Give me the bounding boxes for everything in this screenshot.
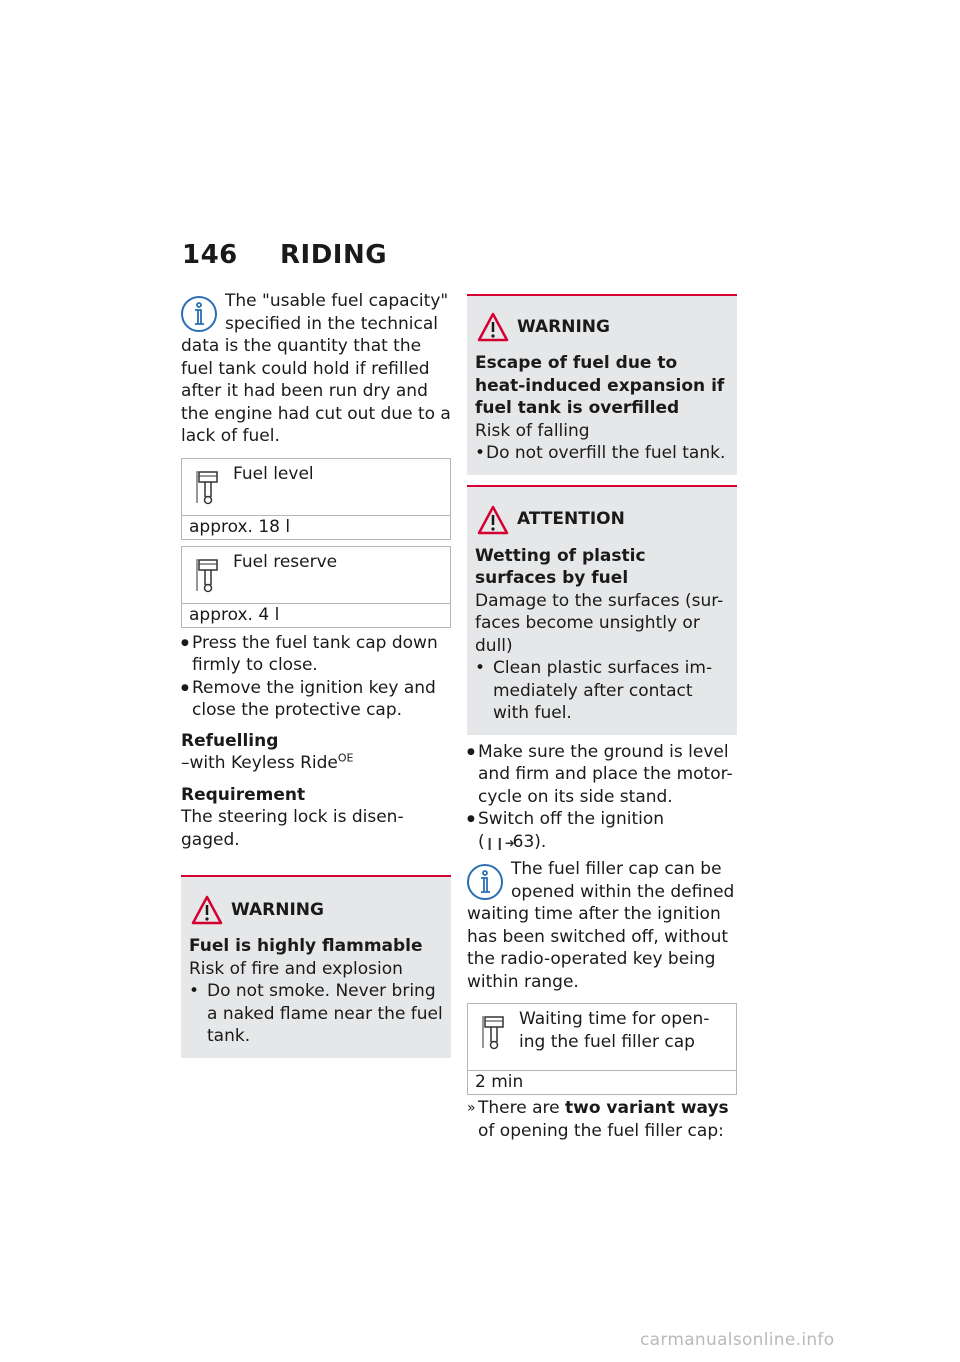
warning-list	[189, 980, 443, 1048]
arrow-right-icon: ❙❙➜	[484, 835, 515, 850]
left-column	[181, 290, 451, 1058]
warning-triangle-icon	[477, 505, 509, 535]
spec-label: Fuel reserve	[233, 551, 338, 572]
info-note	[467, 858, 737, 993]
warning-heading: Fuel is highly flammable	[189, 936, 423, 956]
warning-text: Risk of falling	[475, 420, 590, 441]
list-item: » There are two variant ways of opening the fuel filler cap:	[467, 1097, 737, 1142]
spec-waiting-time	[467, 1003, 737, 1095]
spec-fuel-reserve	[181, 546, 451, 628]
page-reference: (❙❙➜63).	[478, 831, 737, 855]
section-heading-refuelling: Refuelling	[181, 730, 279, 751]
spec-label: Waiting time for open- ing the fuel filler cap	[519, 1009, 710, 1052]
page-header	[182, 240, 387, 270]
piston-icon	[196, 469, 220, 505]
list-item: ● Switch off the ignition (❙❙➜63).	[467, 808, 737, 854]
spec-value: 2 min	[468, 1070, 736, 1094]
spec-value: approx. 4 l	[182, 603, 450, 627]
info-note	[181, 290, 451, 448]
list-item: • Clean plastic surfaces im- mediately after contact with fuel.	[475, 657, 729, 725]
list-item: • Do not smoke. Never bring a naked flame near the fuel tank.	[189, 980, 443, 1048]
piston-icon	[196, 557, 220, 593]
step-list	[467, 741, 737, 855]
right-column	[467, 294, 737, 1142]
warning-list	[475, 442, 729, 465]
spec-value: approx. 18 l	[182, 515, 450, 539]
info-text: The fuel filler cap can be opened within the defined waiting time after the ignition has been switched off, without the radio-operated key being within range.	[467, 859, 735, 992]
requirement-heading: Requirement	[181, 784, 306, 805]
warning-box	[181, 875, 451, 1058]
attention-title: ATTENTION	[517, 509, 625, 530]
attention-heading: Wetting of plastic surfaces by fuel	[475, 545, 646, 588]
attention-text: Damage to the surfaces (sur- faces become unsightly or dull)	[475, 590, 724, 656]
list-item: ● Press the fuel tank cap down firmly to close.	[181, 632, 451, 677]
info-icon	[465, 862, 505, 902]
requirement-text: The steering lock is disen- gaged.	[181, 807, 404, 850]
warning-heading: Escape of fuel due to heat-induced expansion if fuel tank is overfilled	[475, 353, 725, 418]
list-item: ● Remove the ignition key and close the protective cap.	[181, 677, 451, 722]
info-icon	[179, 294, 219, 334]
info-text: The "usable fuel capacity" specified in the technical data is the quantity that the fuel tank could hold if refilled after it had been run dry and the engine had cut out due to a lack of fuel.	[181, 291, 451, 446]
page-number: 146	[182, 240, 238, 270]
step-list	[181, 632, 451, 722]
list-item: • Do not overfill the fuel tank.	[475, 442, 729, 465]
warning-triangle-icon	[191, 895, 223, 925]
piston-icon	[482, 1014, 506, 1050]
watermark: carmanualsonline.info	[640, 1330, 835, 1350]
option-equipment-mark: OE	[337, 751, 354, 765]
warning-triangle-icon	[477, 312, 509, 342]
attention-box	[467, 485, 737, 735]
section-title: RIDING	[280, 240, 388, 270]
result-list	[467, 1097, 737, 1142]
warning-text: Risk of fire and explosion	[189, 958, 403, 979]
list-item: ● Make sure the ground is level and firm and place the motor- cycle on its side stand.	[467, 741, 737, 809]
refuelling-subtitle: –with Keyless Ride$^{OE}$	[181, 751, 354, 773]
warning-title: WARNING	[517, 316, 610, 337]
warning-box	[467, 294, 737, 475]
warning-title: WARNING	[231, 899, 324, 920]
spec-label: Fuel level	[233, 463, 314, 484]
attention-list	[475, 657, 729, 725]
spec-fuel-level	[181, 458, 451, 540]
